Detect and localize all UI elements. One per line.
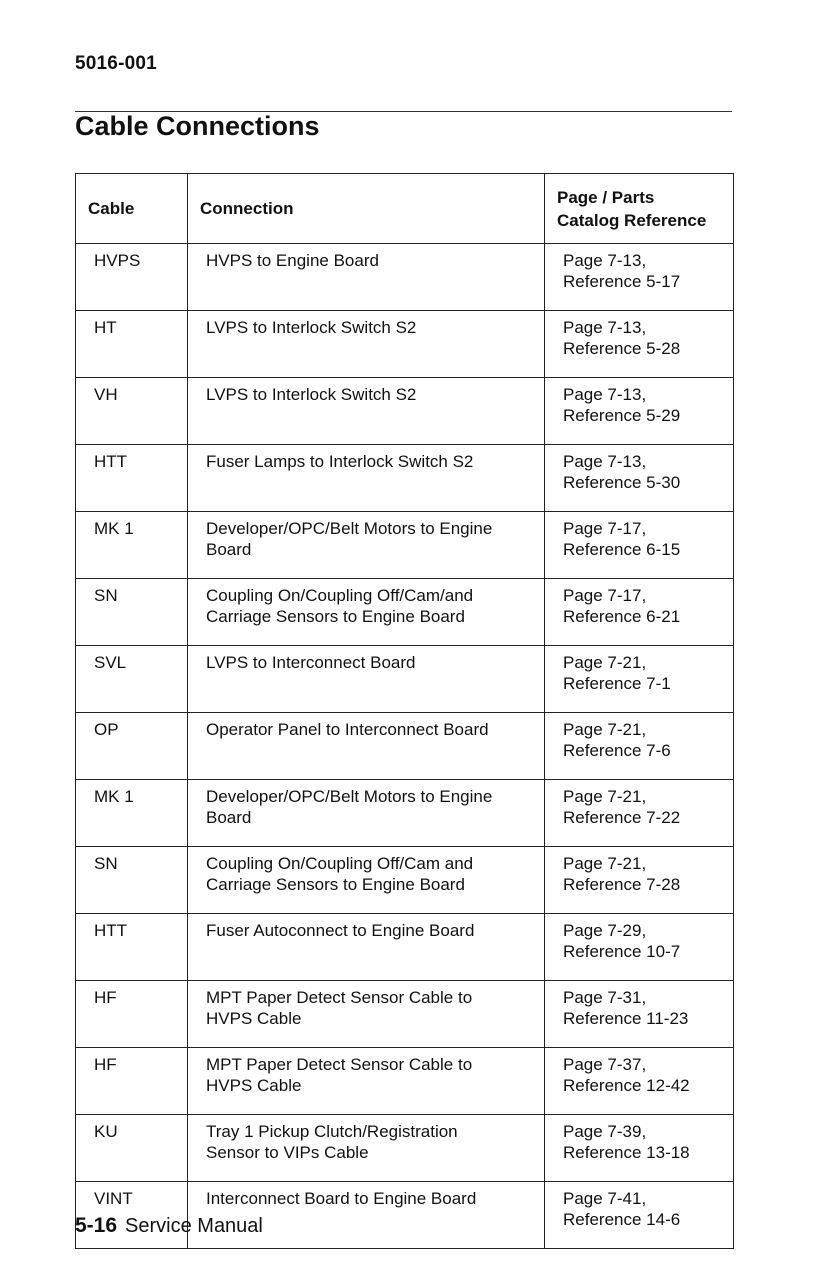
cell-cable-line: SN [94,586,118,605]
cell-connection-line: Interconnect Board to Engine Board [206,1189,477,1208]
cell-cable [76,713,188,780]
table-row [76,847,734,914]
cell-cable-line: HTT [94,452,128,471]
cell-cable-line: SN [94,854,118,873]
cell-cable [76,579,188,646]
cell-connection-line: HVPS Cable [206,1075,302,1095]
footer-manual-name: Service Manual [125,1215,263,1237]
cell-cable-line: HVPS [94,251,141,270]
cell-connection [188,914,545,981]
cell-reference [545,1182,734,1249]
cell-reference-line: Page 7-13, [563,385,647,404]
table-row [76,1115,734,1182]
cell-connection-line: MPT Paper Detect Sensor Cable to [206,1055,473,1074]
cell-reference [545,311,734,378]
cell-reference-line: Page 7-13, [563,452,647,471]
cell-reference [545,713,734,780]
cell-cable-line: OP [94,720,119,739]
table-header-row [76,174,734,244]
table-row [76,378,734,445]
cell-reference-line: Reference 6-15 [563,539,681,559]
cable-connections-table [75,173,734,1249]
cell-connection-line: Carriage Sensors to Engine Board [206,874,465,894]
table-row [76,646,734,713]
cell-connection-line: Fuser Autoconnect to Engine Board [206,921,475,940]
cell-reference [545,780,734,847]
cell-reference-line: Page 7-37, [563,1055,647,1074]
cell-reference [545,1048,734,1115]
cell-connection [188,378,545,445]
cell-reference [545,1115,734,1182]
cell-reference-line: Page 7-29, [563,921,647,940]
cell-cable-line: MK 1 [94,787,134,806]
cell-cable [76,445,188,512]
cell-reference-line: Page 7-41, [563,1189,647,1208]
cell-connection [188,311,545,378]
cell-cable [76,646,188,713]
cell-connection-line: Board [206,807,252,827]
cell-connection-line: Board [206,539,252,559]
cell-reference [545,244,734,311]
cell-reference [545,445,734,512]
cell-reference-line: Page 7-17, [563,519,647,538]
table-row [76,1048,734,1115]
cell-reference-line: Reference 14-6 [563,1209,681,1229]
table-row [76,713,734,780]
table-row [76,311,734,378]
cell-connection [188,981,545,1048]
cell-connection-line: Coupling On/Coupling Off/Cam/and [206,586,474,605]
cell-cable [76,981,188,1048]
table-row [76,445,734,512]
cell-reference [545,981,734,1048]
cell-reference-line: Page 7-21, [563,787,647,806]
cell-cable [76,378,188,445]
cell-reference-line: Page 7-21, [563,854,647,873]
header-reference-line2: Catalog Reference [557,210,707,230]
table-row [76,780,734,847]
page-title: Cable Connections [75,111,320,141]
cell-connection-line: Sensor to VIPs Cable [206,1142,369,1162]
cell-connection [188,1048,545,1115]
cell-connection [188,512,545,579]
cell-cable [76,244,188,311]
cell-connection [188,646,545,713]
cell-connection-line: LVPS to Interlock Switch S2 [206,318,417,337]
cell-connection-line: MPT Paper Detect Sensor Cable to [206,988,473,1007]
cell-reference-line: Reference 6-21 [563,606,681,626]
table-row [76,512,734,579]
cell-reference [545,512,734,579]
cell-reference-line: Page 7-21, [563,653,647,672]
cell-cable [76,780,188,847]
cell-connection-line: HVPS to Engine Board [206,251,379,270]
cell-cable [76,1048,188,1115]
cell-reference-line: Reference 7-28 [563,874,681,894]
page-footer [75,1214,263,1238]
cell-cable [76,311,188,378]
cell-connection-line: LVPS to Interlock Switch S2 [206,385,417,404]
cell-reference [545,378,734,445]
cell-reference [545,914,734,981]
cell-cable-line: HT [94,318,117,337]
cell-cable [76,847,188,914]
cell-reference-line: Reference 5-29 [563,405,681,425]
cell-reference-line: Reference 13-18 [563,1142,690,1162]
cell-cable-line: HF [94,1055,117,1074]
cell-cable-line: VINT [94,1189,133,1208]
cell-cable-line: SVL [94,653,127,672]
cell-connection [188,445,545,512]
cell-reference-line: Reference 5-30 [563,472,681,492]
cell-reference-line: Page 7-13, [563,251,647,270]
cell-reference-line: Reference 5-17 [563,271,681,291]
header-cable: Cable [76,174,188,244]
cell-cable [76,914,188,981]
cell-connection-line: Fuser Lamps to Interlock Switch S2 [206,452,474,471]
cell-connection-line: Operator Panel to Interconnect Board [206,720,489,739]
cell-connection-line: Developer/OPC/Belt Motors to Engine [206,519,493,538]
cell-cable [76,1115,188,1182]
cell-reference-line: Reference 11-23 [563,1008,689,1028]
cell-reference [545,646,734,713]
cell-connection-line: Carriage Sensors to Engine Board [206,606,465,626]
cell-reference-line: Reference 5-28 [563,338,681,358]
footer-page-number: 5-16 [75,1214,118,1237]
cell-connection [188,244,545,311]
cell-reference [545,579,734,646]
cell-connection [188,847,545,914]
cell-reference-line: Page 7-39, [563,1122,647,1141]
cell-reference-line: Reference 7-22 [563,807,681,827]
cell-reference-line: Reference 12-42 [563,1075,690,1095]
cell-reference-line: Reference 7-6 [563,740,671,760]
cell-reference-line: Reference 7-1 [563,673,671,693]
table-row [76,981,734,1048]
header-connection: Connection [188,174,545,244]
cell-connection-line: HVPS Cable [206,1008,302,1028]
cell-cable-line: VH [94,385,118,404]
cell-reference-line: Page 7-13, [563,318,647,337]
cell-connection-line: Tray 1 Pickup Clutch/Registration [206,1122,458,1141]
cell-cable-line: KU [94,1122,118,1141]
table-row [76,579,734,646]
cell-reference-line: Page 7-31, [563,988,647,1007]
cell-connection [188,579,545,646]
cell-connection-line: LVPS to Interconnect Board [206,653,416,672]
cell-reference-line: Page 7-17, [563,586,647,605]
table-row [76,244,734,311]
cell-connection [188,1115,545,1182]
cell-reference [545,847,734,914]
cell-cable [76,512,188,579]
cell-connection [188,713,545,780]
cell-cable-line: HF [94,988,117,1007]
cell-connection-line: Coupling On/Coupling Off/Cam and [206,854,474,873]
cell-reference-line: Page 7-21, [563,720,647,739]
table-row [76,914,734,981]
header-reference [545,174,734,244]
cell-connection-line: Developer/OPC/Belt Motors to Engine [206,787,493,806]
document-id: 5016-001 [75,53,157,74]
cell-cable-line: HTT [94,921,128,940]
cell-reference-line: Reference 10-7 [563,941,681,961]
cell-cable-line: MK 1 [94,519,134,538]
header-reference-line1: Page / Parts [557,187,655,207]
cell-connection [188,780,545,847]
